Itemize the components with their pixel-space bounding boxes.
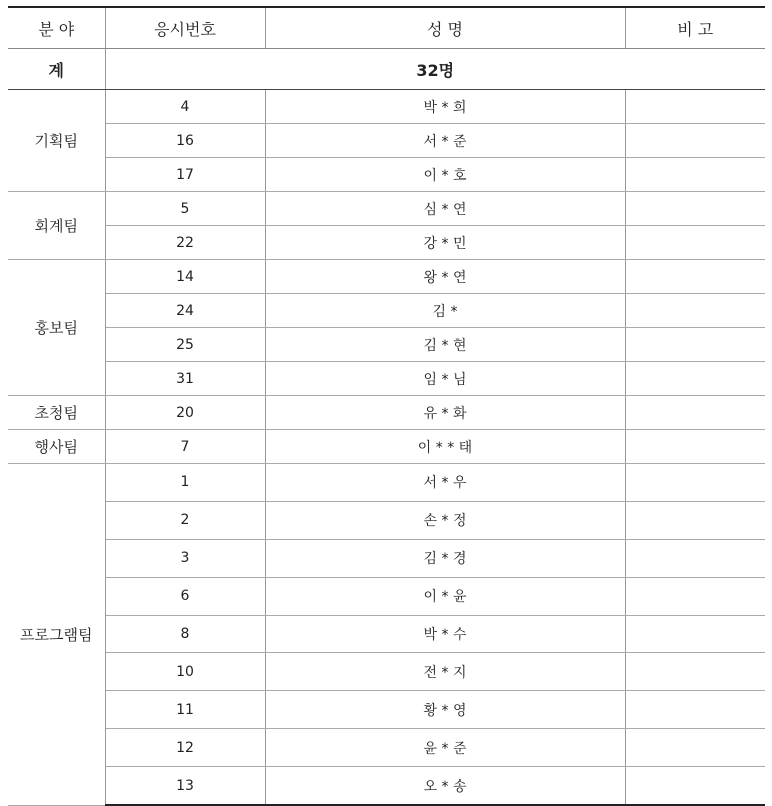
table-row bbox=[8, 192, 765, 226]
header-note: 비 고 bbox=[625, 7, 765, 49]
exam-no-cell: 31 bbox=[105, 362, 265, 396]
table-row bbox=[8, 430, 765, 464]
table-row bbox=[8, 260, 765, 294]
table-row bbox=[8, 653, 765, 691]
note-cell bbox=[625, 501, 765, 539]
note-cell bbox=[625, 158, 765, 192]
exam-no-cell: 13 bbox=[105, 767, 265, 805]
exam-no-cell: 22 bbox=[105, 226, 265, 260]
exam-no-cell: 2 bbox=[105, 501, 265, 539]
table-row bbox=[8, 539, 765, 577]
note-cell bbox=[625, 294, 765, 328]
total-row bbox=[8, 49, 765, 90]
table-row bbox=[8, 158, 765, 192]
exam-no-cell: 14 bbox=[105, 260, 265, 294]
note-cell bbox=[625, 767, 765, 805]
exam-no-cell: 24 bbox=[105, 294, 265, 328]
total-label: 계 bbox=[8, 49, 105, 90]
exam-no-cell: 4 bbox=[105, 90, 265, 124]
name-cell: 오 * 송 bbox=[265, 767, 625, 805]
table-row bbox=[8, 767, 765, 805]
note-cell bbox=[625, 192, 765, 226]
field-cell: 회계팀 bbox=[8, 192, 105, 260]
note-cell bbox=[625, 691, 765, 729]
name-cell: 윤 * 준 bbox=[265, 729, 625, 767]
exam-no-cell: 5 bbox=[105, 192, 265, 226]
exam-no-cell: 10 bbox=[105, 653, 265, 691]
header-name: 성 명 bbox=[265, 7, 625, 49]
name-cell: 김 * 현 bbox=[265, 328, 625, 362]
field-cell: 기획팀 bbox=[8, 90, 105, 192]
exam-no-cell: 3 bbox=[105, 539, 265, 577]
note-cell bbox=[625, 226, 765, 260]
name-cell: 황 * 영 bbox=[265, 691, 625, 729]
note-cell bbox=[625, 430, 765, 464]
table-row bbox=[8, 294, 765, 328]
table-row bbox=[8, 577, 765, 615]
field-cell: 초청팀 bbox=[8, 396, 105, 430]
table-row bbox=[8, 691, 765, 729]
field-cell: 홍보팀 bbox=[8, 260, 105, 396]
name-cell: 왕 * 연 bbox=[265, 260, 625, 294]
note-cell bbox=[625, 729, 765, 767]
table-row bbox=[8, 501, 765, 539]
name-cell: 유 * 화 bbox=[265, 396, 625, 430]
note-cell bbox=[625, 260, 765, 294]
note-cell bbox=[625, 653, 765, 691]
name-cell: 김 * 경 bbox=[265, 539, 625, 577]
table-row bbox=[8, 90, 765, 124]
exam-no-cell: 1 bbox=[105, 464, 265, 502]
exam-no-cell: 7 bbox=[105, 430, 265, 464]
name-cell: 임 * 님 bbox=[265, 362, 625, 396]
note-cell bbox=[625, 328, 765, 362]
note-cell bbox=[625, 577, 765, 615]
name-cell: 전 * 지 bbox=[265, 653, 625, 691]
note-cell bbox=[625, 362, 765, 396]
exam-no-cell: 6 bbox=[105, 577, 265, 615]
note-cell bbox=[625, 464, 765, 502]
exam-no-cell: 17 bbox=[105, 158, 265, 192]
table-row bbox=[8, 124, 765, 158]
exam-no-cell: 11 bbox=[105, 691, 265, 729]
header-field: 분 야 bbox=[8, 7, 105, 49]
name-cell: 김 * bbox=[265, 294, 625, 328]
name-cell: 이 * 윤 bbox=[265, 577, 625, 615]
name-cell: 이 * * 태 bbox=[265, 430, 625, 464]
name-cell: 심 * 연 bbox=[265, 192, 625, 226]
name-cell: 강 * 민 bbox=[265, 226, 625, 260]
field-cell: 행사팀 bbox=[8, 430, 105, 464]
table-row bbox=[8, 396, 765, 430]
total-value: 32명 bbox=[105, 49, 765, 90]
exam-no-cell: 8 bbox=[105, 615, 265, 653]
name-cell: 박 * 수 bbox=[265, 615, 625, 653]
field-cell: 프로그램팀 bbox=[8, 464, 105, 806]
exam-no-cell: 16 bbox=[105, 124, 265, 158]
table-row bbox=[8, 615, 765, 653]
note-cell bbox=[625, 90, 765, 124]
exam-no-cell: 20 bbox=[105, 396, 265, 430]
name-cell: 이 * 호 bbox=[265, 158, 625, 192]
note-cell bbox=[625, 539, 765, 577]
table-row bbox=[8, 328, 765, 362]
table-row bbox=[8, 464, 765, 502]
table-row bbox=[8, 362, 765, 396]
name-cell: 박 * 희 bbox=[265, 90, 625, 124]
exam-no-cell: 12 bbox=[105, 729, 265, 767]
exam-no-cell: 25 bbox=[105, 328, 265, 362]
header-row bbox=[8, 7, 765, 49]
applicant-table bbox=[8, 6, 765, 806]
name-cell: 서 * 우 bbox=[265, 464, 625, 502]
name-cell: 손 * 정 bbox=[265, 501, 625, 539]
note-cell bbox=[625, 396, 765, 430]
table-row bbox=[8, 729, 765, 767]
header-exam-no: 응시번호 bbox=[105, 7, 265, 49]
note-cell bbox=[625, 615, 765, 653]
table-row bbox=[8, 226, 765, 260]
note-cell bbox=[625, 124, 765, 158]
name-cell: 서 * 준 bbox=[265, 124, 625, 158]
